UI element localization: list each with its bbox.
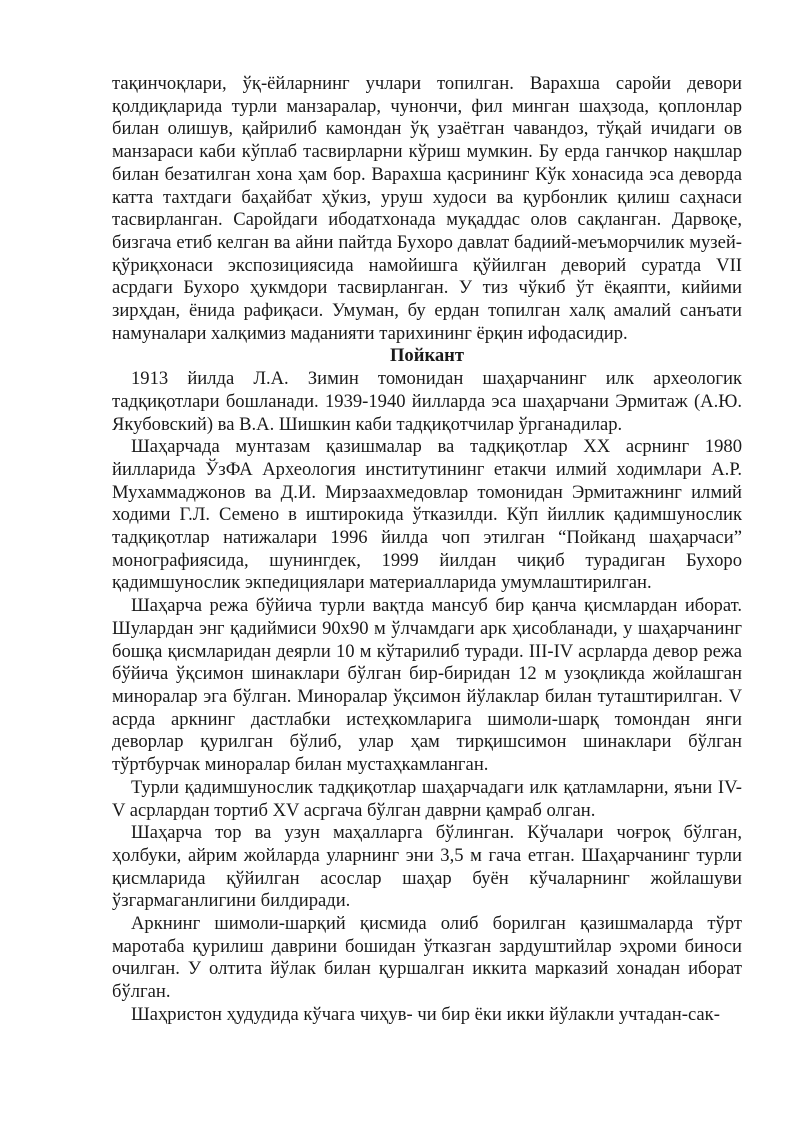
- paragraph-3: Шаҳарча режа бўйича турли вақтда мансуб бир қанча қисмлардан иборат. Шулардан энг қадиймиси 90х90 м ўлчамдаги арк ҳисобланади, у шаҳарчанинг бошқа қисмларидан деярли 10 м кўтарилиб туради. III-IV асрларда девор режа бўйича ўқсимон шинаклари бўлган бир-биридан 12 м узоқликда жойлашган миноралар эга бўлган. Миноралар ўқсимон йўлаклар билан туташтирилган. V асрда аркнинг дастлабки истеҳкомларига шимоли-шарқ томондан янги деворлар қурилган бўлиб, улар ҳам тирқишсимон шинаклари бўлган тўртбурчак миноралар билан мустаҳкамланган.: [112, 595, 742, 776]
- section-heading: Пойкант: [389, 345, 465, 367]
- paragraph-2: Шаҳарчада мунтазам қазишмалар ва тадқиқотлар ХХ асрнинг 1980 йилларида ЎзФА Археология институтининг етакчи илмий ходимлари А.Р. Мухаммаджонов ва Д.И. Мирзаахмедовлар томонидан Эрмитажнинг илмий ходими Г.Л. Семено в иштирокида ўтказилди. Кўп йиллик қадимшунослик тадқиқотлар натижалари 1996 йилда чоп этилган “Пойканд шаҳарчаси” монографиясида, шунингдек, 1999 йилдан чиқиб турадиган Бухоро қадимшунослик экпедициялари материалларида умумлаштирилган.: [112, 436, 742, 594]
- paragraph-5: Шаҳарча тор ва узун маҳалларга бўлинган. Кўчалари чоғроқ бўлган, ҳолбуки, айрим жойларда уларнинг эни 3,5 м гача етган. Шаҳарчанинг турли қисмларида қўйилган асослар шаҳар буён кўчаларнинг жойлашуви ўзгармаганлигини билдиради.: [112, 822, 742, 912]
- paragraph-4: Турли қадимшунослик тадқиқотлар шаҳарчадаги илк қатламларни, яъни IV- V асрлардан тортиб XV асргача бўлган даврни қамраб олган.: [112, 776, 742, 821]
- paragraph-7: Шаҳристон ҳудудида кўчага чиҳув- чи бир ёки икки йўлакли учтадан-сак-: [131, 1003, 720, 1025]
- paragraph-varakhsha: тақинчоқлари, ўқ-ёйларнинг учлари топилган. Варахша саройи девори қолдиқларида турли манзаралар, чунончи, фил минган шаҳзода, қоплонлар билан олишув, қайрилиб камондан ўқ узаётган чавандоз, тўқай ичидаги ов манзараси каби кўплаб тасвирларни кўриш мумкин. Бу ерда ганчкор нақшлар билан безатилган хона ҳам бор. Варахша қасрининг Кўк хонасида эса деворда катта тахтдаги баҳайбат ҳўкиз, уруш худоси ва қурбонлик қилиш саҳнаси тасвирланган. Саройдаги ибодатхонада муқаддас олов сақланган. Дарвоқе, бизгача етиб келган ва айни пайтда Бухоро давлат бадиий-меъморчилик музей-қўриқхонаси экспозициясида намойишга қўйилган деворий суратда VII асрдаги Бухоро ҳукмдори тасвирланган. У тиз чўкиб ўт ёқаяпти, кийими зирҳдан, ёнида рафиқаси. Умуман, бу ердан топилган халқ амалий санъати намуналари халқимиз маданияти тарихининг ёрқин ифодасидир.: [112, 73, 742, 344]
- paragraph-1: 1913 йилда Л.А. Зимин томонидан шаҳарчанинг илк археологик тадқиқотлари бошланади. 1939-1940 йилларда эса шаҳарчани Эрмитаж (А.Ю. Якубовский) ва В.А. Шишкин каби тадқиқотчилар ўрганадилар.: [112, 368, 742, 435]
- document-page: [112, 73, 742, 1027]
- paragraph-6: Аркнинг шимоли-шарқий қисмида олиб борилган қазишмаларда тўрт маротаба қурилиш даврини бошидан ўтказган зардуштийлар эҳроми биноси очилган. У олтита йўлак билан қуршалган иккита марказий хонадан иборат бўлган.: [112, 913, 742, 1003]
